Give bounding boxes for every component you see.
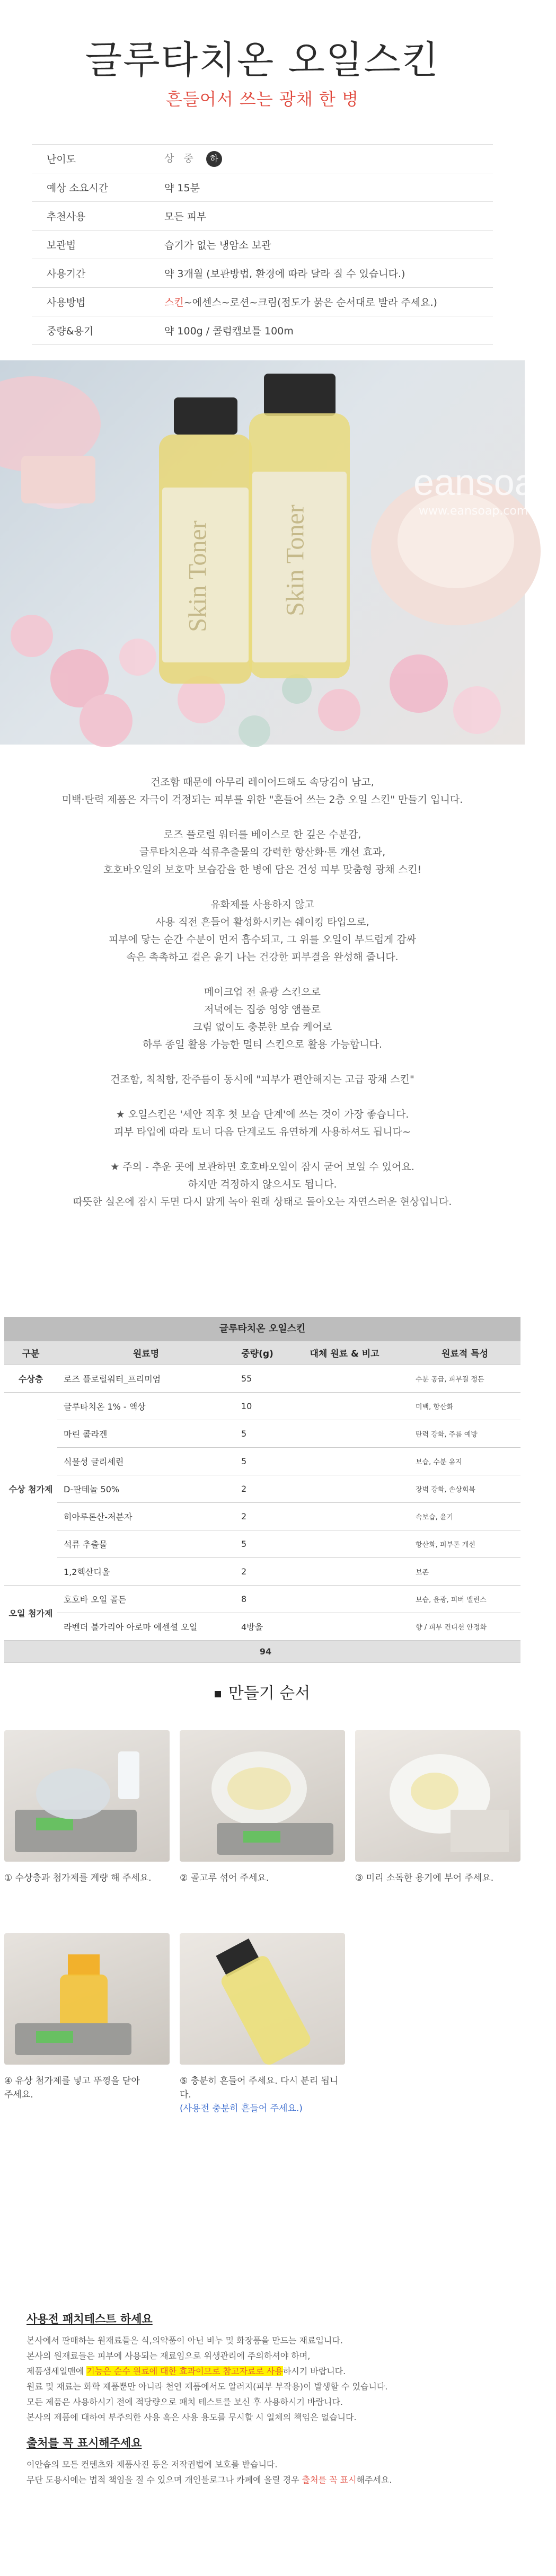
info-table xyxy=(32,144,493,345)
ingredient-table xyxy=(4,1317,520,1663)
table-header-row xyxy=(4,1341,520,1365)
table-header: 구분 xyxy=(4,1341,57,1365)
product-illustration xyxy=(0,360,525,745)
info-label: 사용기간 xyxy=(47,268,86,280)
info-label: 보관법 xyxy=(47,240,76,251)
notice-line: 본사에서 판매하는 원재료들은 식,의약품이 아닌 비누 및 화장품을 만드는 재료입니다. xyxy=(27,2335,343,2345)
source-notice-title: 출처를 꼭 표시해주세요 xyxy=(27,2437,142,2449)
desc-paragraph: 건조함 때문에 아무리 레이어드해도 속당김이 남고, 미백·탄력 제품은 자극이 걱정되는 피부를 위한 "흔들어 쓰는 2층 오일 스킨" 만들기 입니다. xyxy=(61,776,463,805)
info-label: 사용방법 xyxy=(47,297,86,308)
total-value: 94 xyxy=(4,1640,520,1662)
step-photo xyxy=(180,1933,345,2065)
info-label: 중량&용기 xyxy=(47,325,94,337)
notice-section xyxy=(27,2311,498,2488)
table-row: 라벤더 불가리아 아로마 에센셜 오일 4방울 향 / 피부 컨디션 안정화 xyxy=(4,1613,520,1640)
step-photo xyxy=(4,1933,170,2065)
table-row: D-판테놀 50% 2 장벽 강화, 손상회복 xyxy=(4,1475,520,1502)
description xyxy=(0,774,525,1228)
method-highlight: 스킨 xyxy=(164,297,184,308)
table-row: 히아루론산-저분자 2 속보습, 윤기 xyxy=(4,1502,520,1530)
step-card xyxy=(4,1933,170,2102)
bullet-icon xyxy=(215,1691,221,1697)
info-value: 약 15분 xyxy=(164,182,200,194)
step-caption: ④ 유상 첨가제를 넣고 뚜껑을 닫아 주세요. xyxy=(4,2076,140,2100)
group-cell: 오일 첨가제 xyxy=(4,1585,57,1640)
table-total-row xyxy=(4,1640,520,1662)
desc-paragraph: 유화제를 사용하지 않고 사용 직전 흔들어 활성화시키는 쉐이킹 타입으로, 피부에 닿는 순간 수분이 먼저 흡수되고, 그 위를 오일이 부드럽게 감싸 속은 촉촉하고 겉은 윤기 나는 건강한 피부결을 완성해 줍니다. xyxy=(108,899,417,963)
info-label: 예상 소요시간 xyxy=(47,182,109,194)
table-row: 1,2헥산디올 2 보존 xyxy=(4,1557,520,1585)
table-row: 오일 첨가제 호호바 오일 골든 8 보습, 윤광, 피버 밸런스 xyxy=(4,1585,520,1613)
notice-line: 모든 제품은 사용하시기 전에 적당량으로 패치 테스트를 보신 후 사용하시기 바랍니다. xyxy=(27,2397,343,2407)
step-photo xyxy=(180,1730,345,1862)
table-caption: 글루타치온 오일스킨 xyxy=(4,1317,520,1341)
info-value: 습기가 없는 냉암소 보관 xyxy=(164,240,271,251)
source-highlight: 출처를 꼭 표시 xyxy=(302,2475,357,2485)
step-note: (사용전 충분히 흔들어 주세요.) xyxy=(180,2103,303,2114)
desc-paragraph: ★ 주의 - 추운 곳에 보관하면 호호바오일이 잠시 굳어 보일 수 있어요. 하지만 걱정하지 않으셔도 됩니다. 따뜻한 실온에 잠시 두면 다시 맑게 녹아 원래 상태로 돌아오는 자연스러운 현상입니다. xyxy=(73,1161,452,1208)
level-option: 중 xyxy=(183,153,193,164)
table-row: 마린 콜라겐 5 탄력 강화, 주름 예방 xyxy=(4,1420,520,1447)
step-card xyxy=(180,1933,345,2115)
level-selected: 하 xyxy=(206,151,222,167)
step-card xyxy=(4,1730,170,1885)
product-photo xyxy=(0,360,556,745)
step-photo xyxy=(355,1730,520,1862)
notice-line: 제품생세일맨에 기능은 순수 원료에 대한 효과이므로 참고자료로 사용하시기 바랍니다. xyxy=(27,2366,346,2376)
watermark-url: www.eansoap.com xyxy=(419,504,528,518)
page-subtitle: 흔들어서 쓰는 광채 한 병 xyxy=(166,89,359,109)
info-row-level xyxy=(32,145,493,173)
table-row: 수상층 로즈 플로럴워터_프리미엄 55 수분 공급, 피부결 정돈 xyxy=(4,1365,520,1392)
patch-test-title: 사용전 패치테스트 하세요 xyxy=(27,2313,153,2325)
table-row: 석류 추출물 5 항산화, 피부톤 개선 xyxy=(4,1530,520,1557)
info-value: 모든 피부 xyxy=(164,211,207,223)
table-row: 수상 첨가제 글루타치온 1% - 액상 10 미백, 항산화 xyxy=(4,1392,520,1420)
notice-line: 본사의 원재료들은 피부에 사용되는 재료임으로 위생관리에 주의하셔야 하며, xyxy=(27,2351,311,2361)
info-row-weight xyxy=(32,316,493,345)
step-caption: ② 골고루 섞어 주세요. xyxy=(180,1873,269,1883)
watermark-logo: eansoap xyxy=(413,462,556,503)
table-header: 원료적 특성 xyxy=(409,1341,520,1365)
info-row-time xyxy=(32,173,493,202)
desc-paragraph: 로즈 플로럴 워터를 베이스로 한 깊은 수분감, 글루타치온과 석류추출물의 강력한 항산화·톤 개선 효과, 호호바오일의 보호막 보습감을 한 병에 담은 건성 피부 맞춤형 광채 스킨! xyxy=(103,829,422,875)
step-caption: ③ 미리 소독한 용기에 부어 주세요. xyxy=(355,1873,494,1883)
table-header: 대체 원료 & 비고 xyxy=(280,1341,409,1365)
bottle-label-right: Skin Toner xyxy=(281,504,310,616)
bottle-label-left: Skin Toner xyxy=(183,520,212,632)
desc-paragraph: ★ 오일스킨은 '세안 직후 첫 보습 단계'에 쓰는 것이 가장 좋습니다. 피부 타입에 따라 토너 다음 단계로도 유연하게 사용하셔도 됩니다~ xyxy=(114,1109,411,1138)
step-card xyxy=(355,1730,520,1885)
info-row-period xyxy=(32,259,493,288)
table-row: 식물성 글리세린 5 보습, 수분 유지 xyxy=(4,1447,520,1475)
page-title: 글루타치온 오일스킨 xyxy=(85,38,440,82)
info-row-storage xyxy=(32,231,493,259)
group-cell: 수상층 xyxy=(4,1365,57,1392)
desc-paragraph: 메이크업 전 윤광 스킨으로 저녁에는 집중 영양 앰플로 크림 없이도 충분한 보습 케어로 하루 종일 활용 가능한 멀티 스킨으로 활용 가능합니다. xyxy=(142,986,383,1050)
info-label: 추천사용 xyxy=(47,211,86,223)
info-value: ~에센스~로션~크림(점도가 묽은 순서대로 발라 주세요.) xyxy=(183,297,437,308)
group-cell: 수상 첨가제 xyxy=(4,1392,57,1585)
info-label: 난이도 xyxy=(47,154,76,165)
step-caption: ⑤ 충분히 흔들어 주세요. 다시 분리 됩니다. (사용전 충분히 흔들어 주세요.) xyxy=(180,2074,345,2115)
step-card xyxy=(180,1730,345,1885)
desc-paragraph: 건조함, 칙칙함, 잔주름이 동시에 "피부가 편안해지는 고급 광채 스킨" xyxy=(110,1074,414,1085)
notice-line: 본사의 제품에 대하여 부주의한 사용 혹은 사용 용도를 무시할 시 일체의 책임은 없습니다. xyxy=(27,2412,357,2422)
info-value: 약 100g / 콜럼캡보틀 100m xyxy=(164,325,294,337)
steps-heading: 만들기 순서 xyxy=(0,1680,525,1703)
notice-line: 원료 및 재료는 화학 제품뿐만 아니라 천연 제품에서도 알러지(피부 부작용)이 발생할 수 있습니다. xyxy=(27,2382,388,2392)
info-value: 약 3개월 (보관방법, 환경에 따라 달라 질 수 있습니다.) xyxy=(164,268,405,280)
info-row-use xyxy=(32,202,493,231)
notice-line: 무단 도용시에는 법적 책임을 질 수 있으며 개인블로그나 카페에 올릴 경우 출처를 꼭 표시해주세요. xyxy=(27,2475,392,2485)
step-caption: ① 수상층과 첨가제를 계량 해 주세요. xyxy=(4,1873,152,1883)
step-photo xyxy=(4,1730,170,1862)
table-header: 원료명 xyxy=(57,1341,235,1365)
notice-highlight: 기능은 순수 원료에 대한 효과이므로 참고자료로 사용 xyxy=(86,2366,283,2376)
info-row-method xyxy=(32,288,493,316)
table-header: 중량(g) xyxy=(235,1341,280,1365)
notice-line: 이안솝의 모든 컨텐츠와 제품사진 등은 저작권법에 보호를 받습니다. xyxy=(27,2459,278,2469)
level-option: 상 xyxy=(164,153,174,164)
